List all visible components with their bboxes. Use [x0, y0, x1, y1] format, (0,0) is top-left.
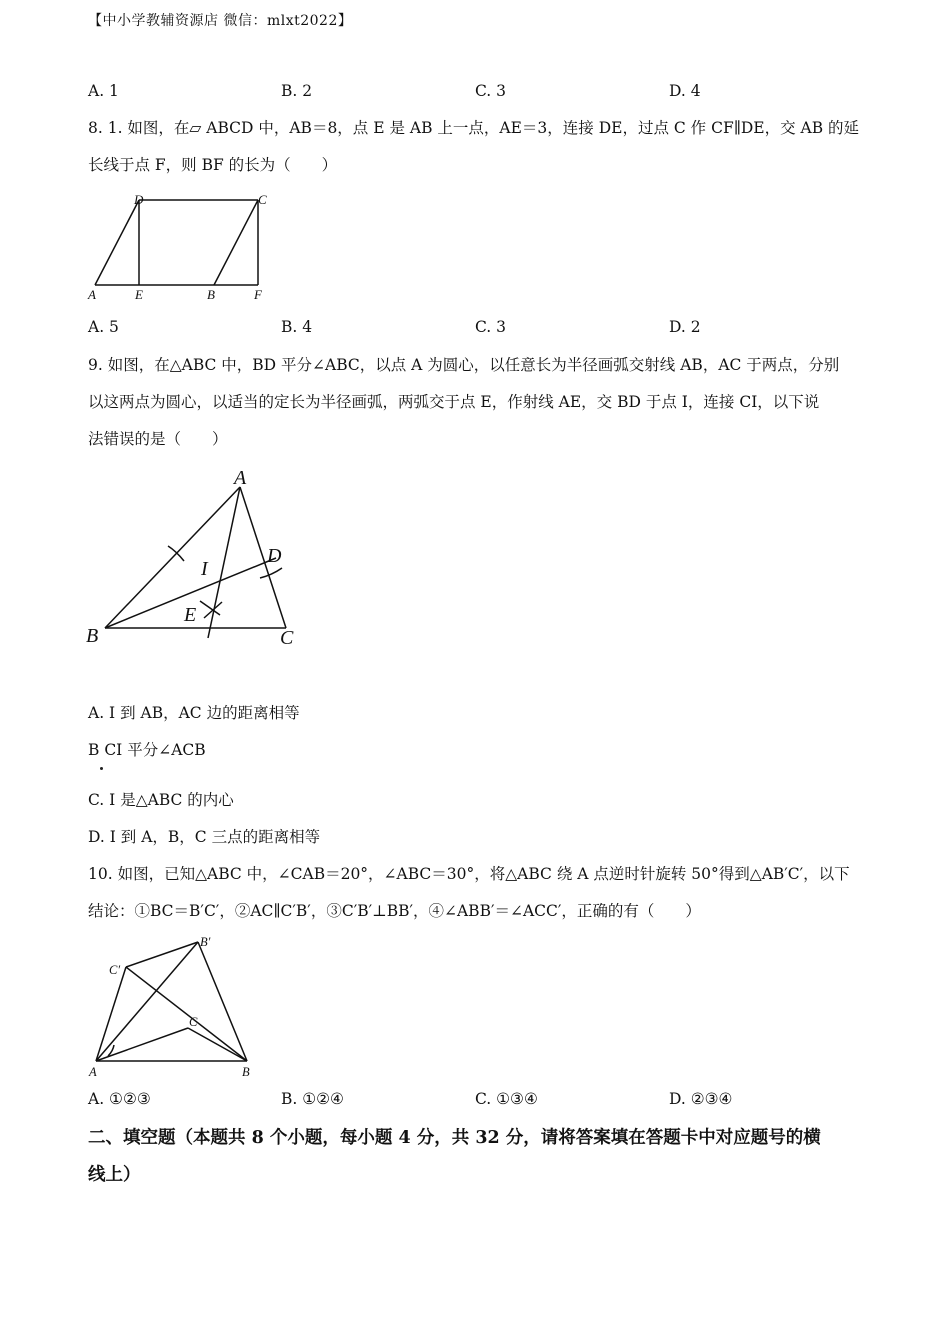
q8-option-b: B. 4	[281, 318, 313, 336]
q8-parallelogram-figure	[86, 188, 276, 306]
q8-label-f: F	[254, 287, 262, 302]
q7-option-d: D. 4	[669, 82, 701, 100]
q8-label-c: C	[258, 192, 267, 207]
q9-option-c: C. I 是△ABC 的内心	[88, 791, 234, 809]
q10-option-a: A. ①②③	[88, 1090, 151, 1108]
q10-option-c: C. ①③④	[475, 1090, 538, 1108]
q9-option-b-dot	[100, 767, 103, 770]
q10-label-bp: B′	[200, 935, 211, 949]
section2-heading-line2: 线上）	[88, 1165, 141, 1185]
q7-option-a: A. 1	[88, 82, 119, 100]
q10-label-b: B	[242, 1065, 250, 1079]
q9-label-d: D	[267, 545, 282, 567]
q8-label-b: B	[207, 287, 215, 302]
q8-label-a: A	[88, 287, 96, 302]
q10-rotation-figure	[84, 928, 274, 1080]
q7-option-c: C. 3	[475, 82, 507, 100]
q10-stem-line1: 10. 如图，已知△ABC 中，∠CAB＝20°，∠ABC＝30°，将△ABC 绕 A 点逆时针旋转 50°得到△AB′C′，以下	[88, 865, 850, 883]
q8-option-d: D. 2	[669, 318, 701, 336]
q9-stem-line3: 法错误的是（ ）	[88, 430, 228, 448]
q10-stem-line2: 结论：①BC＝B′C′，②AC∥C′B′，③C′B′⊥BB′，④∠ABB′＝∠ACC′，正确的有（ ）	[88, 902, 701, 920]
q8-label-e: E	[135, 287, 143, 302]
page-header: 【中小学教辅资源店 微信：mlxt2022】	[88, 13, 353, 29]
q10-label-c: C	[189, 1015, 198, 1029]
q10-label-a: A	[89, 1065, 97, 1079]
q9-option-a: A. I 到 AB，AC 边的距离相等	[88, 704, 300, 722]
q9-stem-line1: 9. 如图，在△ABC 中，BD 平分∠ABC，以点 A 为圆心，以任意长为半径画弧交射线 AB，AC 于两点，分别	[88, 356, 840, 374]
q9-label-a: A	[234, 467, 247, 489]
q9-option-b: B CI 平分∠ACB	[88, 741, 206, 759]
q9-triangle-figure	[80, 460, 320, 660]
q9-stem-line2: 以这两点为圆心，以适当的定长为半径画弧，两弧交于点 E，作射线 AE，交 BD 于点 I，连接 CI，以下说	[88, 393, 820, 411]
q8-stem-line1: 8. 1. 如图，在▱ ABCD 中，AB＝8，点 E 是 AB 上一点，AE＝3，连接 DE，过点 C 作 CF∥DE，交 AB 的延	[88, 119, 860, 137]
section2-heading-line1: 二、填空题（本题共 8 个小题，每小题 4 分，共 32 分，请将答案填在答题卡中对应题号的横	[88, 1128, 821, 1148]
q10-option-d: D. ②③④	[669, 1090, 733, 1108]
q9-label-i: I	[201, 558, 208, 580]
q10-label-cp: C′	[109, 963, 121, 977]
q8-label-d: D	[134, 192, 144, 207]
q9-label-e: E	[184, 604, 197, 626]
q9-label-b: B	[86, 625, 99, 647]
q10-option-b: B. ①②④	[281, 1090, 344, 1108]
q7-option-b: B. 2	[281, 82, 313, 100]
q9-label-c: C	[280, 627, 294, 649]
q8-option-c: C. 3	[475, 318, 507, 336]
q8-stem-line2: 长线于点 F，则 BF 的长为（ ）	[88, 156, 338, 174]
q8-option-a: A. 5	[88, 318, 119, 336]
q9-option-d: D. I 到 A，B，C 三点的距离相等	[88, 828, 321, 846]
